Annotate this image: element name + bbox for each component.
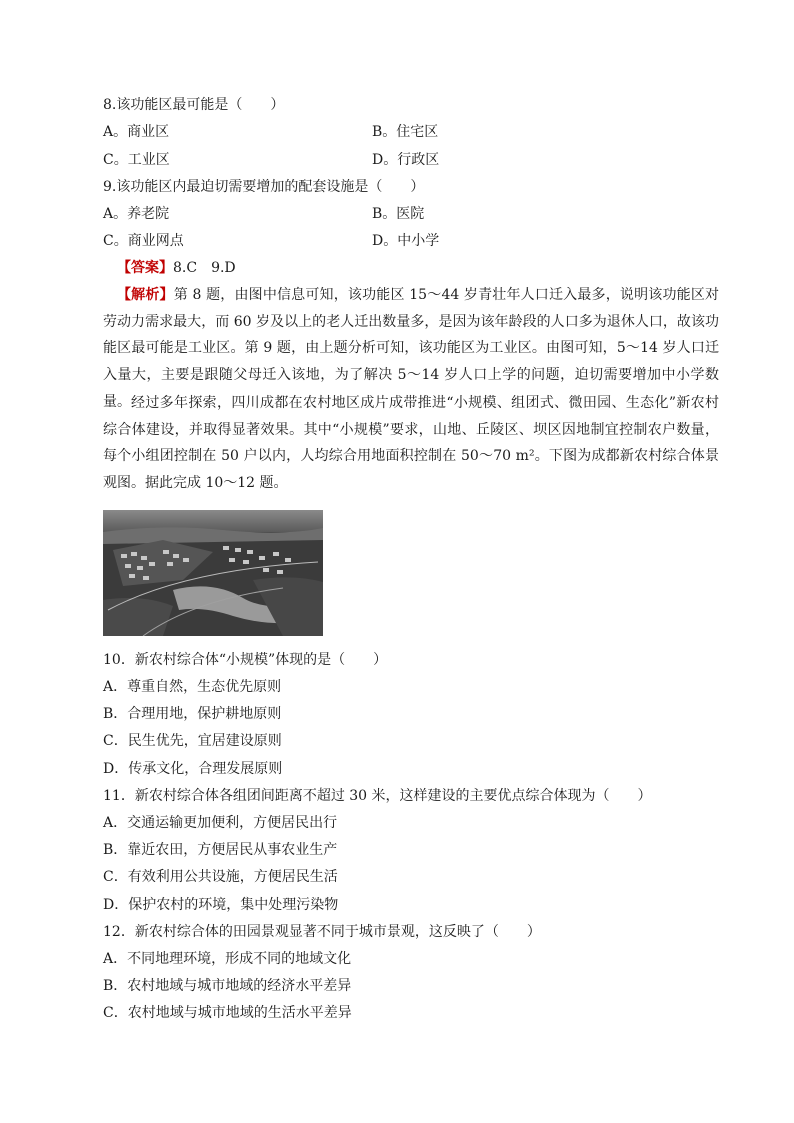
q10-option-b: B．合理用地，保护耕地原则 (103, 706, 282, 722)
q8-option-d: D。行政区 (372, 152, 440, 168)
q8-option-b: B。住宅区 (372, 124, 439, 140)
question-12-stem: 12．新农村综合体的田园景观显著不同于城市景观，这反映了（ ） (103, 924, 541, 940)
question-10-stem: 10．新农村综合体“小规模”体现的是（ ） (103, 652, 388, 668)
q9-option-c: C。商业网点 (103, 233, 184, 249)
q9-option-a: A。养老院 (103, 206, 170, 222)
q11-option-b: B．靠近农田，方便居民从事农业生产 (103, 842, 338, 858)
question-9-stem: 9.该功能区内最迫切需要增加的配套设施是（ ） (103, 179, 425, 195)
q10-option-c: C．民生优先，宜居建设原则 (103, 733, 282, 749)
analysis-text: 第 8 题，由图中信息可知，该功能区 15～44 岁青壮年人口迁入最多，说明该功能区对劳动力需求最大，而 60 岁及以上的老人迁出数量多，是因为该年龄段的人口多为退休人口，故该功能区最可能是工业区。第 9 题，由上题分析可知，该功能区为工业区。由图可知，5～14 岁人口迁入量大，主要是跟随父母迁入该地，为了解决 5～14 岁人口上学的问题，迫切需要增加中小学数量。 (103, 287, 719, 410)
question-8-stem: 8.该功能区最可能是（ ） (103, 97, 285, 113)
question-11-stem: 11．新农村综合体各组团间距离不超过 30 米，这样建设的主要优点综合体现为（ ） (103, 788, 652, 804)
q11-option-d: D．保护农村的环境，集中处理污染物 (103, 897, 339, 913)
answer-line (117, 258, 236, 278)
q8-option-a: A。商业区 (103, 124, 170, 140)
answer-value: 8.C 9.D (173, 260, 236, 276)
q9-option-d: D。中小学 (372, 233, 440, 249)
q9-option-b: B。医院 (372, 206, 425, 222)
q10-option-d: D．传承文化，合理发展原则 (103, 761, 283, 777)
q10-option-a: A．尊重自然，生态优先原则 (103, 679, 282, 695)
aerial-village-photo (103, 510, 323, 636)
passage-paragraph: 经过多年探索，四川成都在农村地区成片成带推进“小规模、组团式、微田园、生态化”新农村综合体建设，并取得显著效果。其中“小规模”要求，山地、丘陵区、坝区因地制宜控制农户数量，每个小组团控制在 50 户以内，人均综合用地面积控制在 50～70 m²。下图为成都新农村综合体景观图。据此完成 10～12 题。 (103, 395, 719, 492)
q11-option-a: A．交通运输更加便利，方便居民出行 (103, 815, 338, 831)
q12-option-b: B．农村地域与城市地域的经济水平差异 (103, 978, 352, 994)
q12-option-c: C．农村地域与城市地域的生活水平差异 (103, 1005, 352, 1021)
q11-option-c: C．有效利用公共设施，方便居民生活 (103, 869, 338, 885)
analysis-tag: 【解析】 (117, 287, 174, 303)
q8-option-c: C。工业区 (103, 152, 170, 168)
answer-tag: 【答案】 (117, 260, 173, 276)
q12-option-a: A．不同地理环境，形成不同的地域文化 (103, 951, 352, 967)
